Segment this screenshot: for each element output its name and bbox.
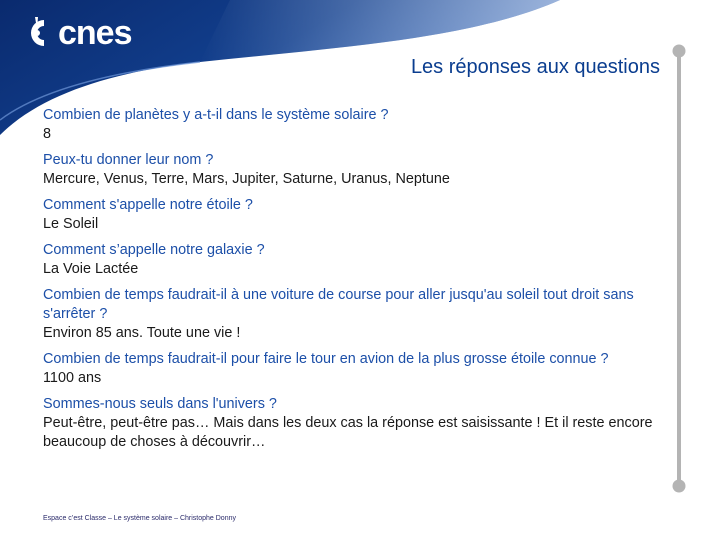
answer-text: Mercure, Venus, Terre, Mars, Jupiter, Saturne, Uranus, Neptune — [43, 171, 450, 187]
qa-item — [43, 241, 675, 279]
qa-item — [43, 196, 675, 234]
footer-text: Espace c’est Classe – Le système solaire – Christophe Donny — [43, 515, 236, 522]
cnes-logo — [20, 10, 132, 55]
question-text: Peux-tu donner leur nom ? — [43, 152, 214, 168]
answer-text: 1100 ans — [43, 370, 102, 386]
answer-text: Peut-être, peut-être pas… Mais dans les deux cas la réponse est saisissante ! Et il reste encore beaucoup de choses à découvrir… — [43, 415, 653, 450]
qa-item — [43, 350, 675, 388]
answer-text: Le Soleil — [43, 216, 99, 232]
qa-item — [43, 286, 675, 343]
logo-text: cnes — [58, 13, 132, 52]
answer-text: La Voie Lactée — [43, 261, 139, 277]
question-text: Combien de temps faudrait-il à une voiture de course pour aller jusqu'au soleil tout droit sans s'arrêter ? — [43, 287, 634, 322]
question-text: Combien de temps faudrait-il pour faire le tour en avion de la plus grosse étoile connue ? — [43, 351, 609, 367]
answer-text: Environ 85 ans. Toute une vie ! — [43, 325, 241, 341]
page-title: Les réponses aux questions — [410, 56, 660, 78]
qa-item — [43, 395, 675, 452]
question-text: Combien de planètes y a-t-il dans le système solaire ? — [43, 107, 389, 123]
question-text: Comment s’appelle notre galaxie ? — [43, 242, 265, 258]
qa-item — [43, 151, 675, 189]
question-text: Comment s'appelle notre étoile ? — [43, 197, 253, 213]
question-text: Sommes-nous seuls dans l'univers ? — [43, 396, 277, 412]
qa-list — [43, 106, 675, 459]
cnes-emblem-icon — [20, 15, 54, 51]
answer-text: 8 — [43, 126, 52, 142]
qa-item — [43, 106, 675, 144]
